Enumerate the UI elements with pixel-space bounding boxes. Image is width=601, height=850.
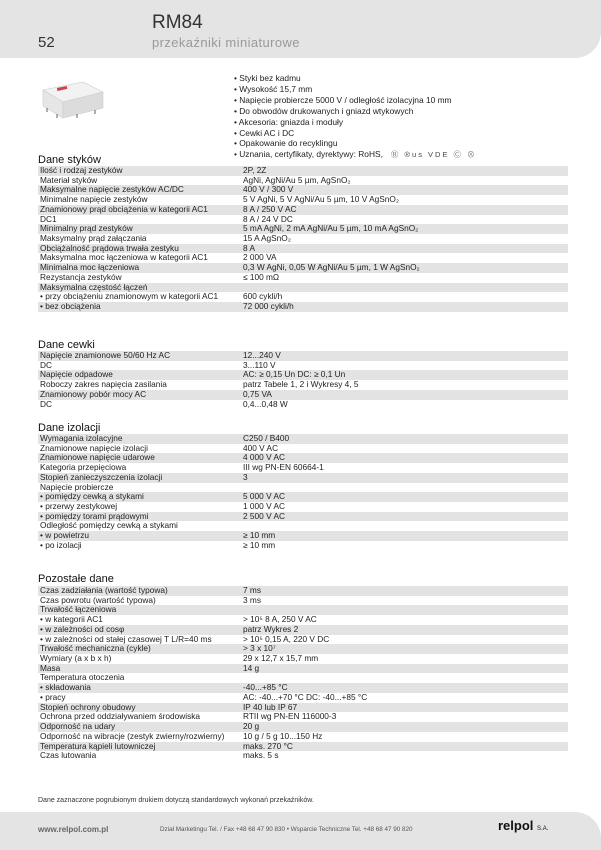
row-value: ≥ 10 mm	[243, 540, 276, 550]
row-label: Znamionowy prąd obciążenia w kategorii AC1	[40, 204, 208, 214]
table-row	[38, 283, 568, 293]
table-row	[38, 234, 568, 244]
row-label: • przerwy zestykowej	[40, 502, 118, 512]
row-value	[238, 521, 568, 531]
row-value: 7 ms	[243, 586, 261, 595]
table-row	[38, 205, 568, 215]
table-row	[38, 541, 568, 551]
row-label: Trwałość mechaniczna (cykle)	[40, 644, 151, 654]
row-label: Ilość i rodzaj zestyków	[40, 166, 123, 175]
row-value	[238, 483, 568, 493]
row-label: Obciążalność prądowa trwała zestyku	[40, 243, 179, 253]
row-value: 1 000 V AC	[243, 502, 285, 512]
section-title-coil: Dane cewki	[38, 339, 95, 351]
page-header	[0, 0, 601, 58]
table-row	[38, 703, 568, 713]
row-label: Temperatura otoczenia	[40, 673, 125, 683]
row-value: maks. 270 °C	[243, 741, 293, 751]
feature-item: • Uznania, certyfikaty, dyrektywy: RoHS, Ⓡ ®us VDE Ⓒ ⊗	[234, 149, 477, 160]
table-row	[38, 654, 568, 664]
row-value: 12...240 V	[243, 351, 281, 360]
table-row	[38, 586, 568, 596]
row-label: Masa	[40, 663, 61, 673]
table-row	[38, 444, 568, 454]
table-row	[38, 400, 568, 410]
row-value: 600 cykli/h	[243, 292, 283, 302]
table-row	[38, 453, 568, 463]
table-row	[38, 361, 568, 371]
row-value: 14 g	[243, 663, 260, 673]
table-row	[38, 492, 568, 502]
row-label: Maksymalny prąd załączania	[40, 234, 147, 244]
row-value	[238, 605, 568, 615]
table-row	[38, 751, 568, 761]
row-label: • pomiędzy torami prądowymi	[40, 511, 149, 521]
row-value: 3	[243, 472, 248, 482]
insulation-table	[38, 434, 568, 551]
table-row	[38, 473, 568, 483]
row-value: 5 000 V AC	[243, 492, 285, 502]
row-value: 400 V AC	[243, 443, 279, 453]
row-label: Maksymalna moc łączeniowa w kategorii AC1	[40, 253, 208, 263]
row-label: Odległość pomiędzy cewką a stykami	[40, 521, 178, 531]
table-row	[38, 302, 568, 312]
table-row	[38, 683, 568, 693]
certification-icons: Ⓡ ®us VDE Ⓒ ⊗	[390, 150, 477, 160]
table-row	[38, 185, 568, 195]
row-value: AC: ≥ 0,15 Un DC: ≥ 0,1 Un	[243, 370, 346, 380]
row-label: Minimalna moc łączeniowa	[40, 263, 140, 273]
row-label: • w powietrzu	[40, 531, 90, 541]
row-value: AgNi, AgNi/Au 5 µm, AgSnO₂	[243, 175, 351, 185]
row-value: ≥ 10 mm	[243, 531, 276, 541]
row-value: maks. 5 s	[243, 751, 279, 761]
row-value: 0,4...0,48 W	[243, 399, 288, 409]
row-label: • w zależności od cosφ	[40, 624, 125, 634]
table-row	[38, 370, 568, 380]
row-label: • pracy	[40, 692, 66, 702]
row-label: Odporność na udary	[40, 722, 116, 732]
footnote: Dane zaznaczone pogrubionym drukiem dotyczą standardowych wykonań przekaźników.	[38, 797, 314, 804]
row-value	[238, 283, 568, 293]
row-label: Odporność na wibracje (zestyk zwierny/rozwierny)	[40, 731, 225, 741]
row-label: • pomiędzy cewką a stykami	[40, 492, 144, 502]
row-value: patrz Tabele 1, 2 i Wykresy 4, 5	[243, 380, 359, 390]
row-value: 8 A	[243, 243, 255, 253]
row-value: RTII wg PN-EN 116000-3	[243, 712, 337, 722]
row-value: AC: -40...+70 °C DC: -40...+85 °C	[243, 692, 368, 702]
row-label: Trwałość łączeniowa	[40, 605, 117, 615]
row-label: Znamionowe napięcie izolacji	[40, 443, 148, 453]
table-row	[38, 224, 568, 234]
table-row	[38, 351, 568, 361]
row-label: • przy obciążeniu znamionowym w kategorii AC1	[40, 292, 219, 302]
table-row	[38, 483, 568, 493]
row-value: > 10⁵ 8 A, 250 V AC	[243, 615, 317, 625]
row-value: 2 500 V AC	[243, 511, 285, 521]
row-label: Stopień ochrony obudowy	[40, 702, 136, 712]
row-value: 2P, 2Z	[243, 166, 267, 175]
table-row	[38, 244, 568, 254]
table-row	[38, 644, 568, 654]
row-value: 0,75 VA	[243, 389, 272, 399]
row-label: Roboczy zakres napięcia zasilania	[40, 380, 167, 390]
row-value: III wg PN-EN 60664-1	[243, 463, 324, 473]
table-row	[38, 390, 568, 400]
row-label: Ochrona przed oddziaływaniem środowiska	[40, 712, 201, 722]
row-label: Temperatura kąpieli lutowniczej	[40, 741, 156, 751]
row-label: Materiał styków	[40, 175, 98, 185]
row-label: Rezystancja zestyków	[40, 272, 122, 282]
table-row	[38, 722, 568, 732]
table-row	[38, 673, 568, 683]
row-value: 8 A / 24 V DC	[243, 214, 293, 224]
row-label: • bez obciążenia	[40, 302, 101, 312]
row-label: Czas zadziałania (wartość typowa)	[40, 586, 168, 595]
row-value: 5 mA AgNi, 2 mA AgNi/Au 5 µm, 10 mA AgSnO₂	[243, 224, 419, 234]
row-value: IP 40 lub IP 67	[243, 702, 298, 712]
table-row	[38, 166, 568, 176]
row-label: Stopień zanieczyszczenia izolacji	[40, 472, 163, 482]
table-row	[38, 732, 568, 742]
feature-item: • Opakowanie do recyklingu	[234, 138, 338, 149]
product-title: RM84	[152, 12, 203, 33]
row-value: > 10⁵ 0,15 A, 220 V DC	[243, 634, 330, 644]
row-label: • składowania	[40, 683, 91, 693]
table-row	[38, 215, 568, 225]
section-title-insulation: Dane izolacji	[38, 422, 101, 434]
row-label: Czas lutowania	[40, 751, 97, 761]
row-label: Wymiary (a x b x h)	[40, 654, 112, 664]
row-value: 0,3 W AgNi, 0,05 W AgNi/Au 5 µm, 1 W AgSnO₂	[243, 263, 420, 273]
row-value: -40...+85 °C	[243, 683, 288, 693]
row-label: • w kategorii AC1	[40, 615, 103, 625]
row-value: 29 x 12,7 x 15,7 mm	[243, 654, 319, 664]
table-row	[38, 693, 568, 703]
row-value: 4 000 V AC	[243, 453, 285, 463]
table-row	[38, 531, 568, 541]
table-row	[38, 712, 568, 722]
row-value	[238, 673, 568, 683]
row-label: • w zależności od stałej czasowej T L/R=40 ms	[40, 634, 212, 644]
row-value: > 3 x 10⁷	[243, 644, 276, 654]
page-number: 52	[38, 34, 55, 51]
contact-info: Dział Marketingu Tel. / Fax +48 68 47 90 830 • Wsparcie Techniczne Tel. +48 68 47 90 820	[160, 826, 413, 833]
feature-item: • Styki bez kadmu	[234, 73, 301, 83]
coil-table	[38, 351, 568, 409]
row-value: 15 A AgSnO₂	[243, 234, 291, 244]
table-row	[38, 195, 568, 205]
relay-product-image	[37, 80, 107, 122]
row-label: Znamionowe napięcie udarowe	[40, 453, 155, 463]
row-label: Kategoria przepięciowa	[40, 463, 127, 473]
product-subtitle: przekaźniki miniaturowe	[152, 35, 300, 50]
row-label: Napięcie znamionowe 50/60 Hz AC	[40, 351, 171, 360]
row-value: 72 000 cykli/h	[243, 302, 294, 312]
table-row	[38, 635, 568, 645]
feature-item: • Wysokość 15,7 mm	[234, 83, 313, 94]
table-row	[38, 263, 568, 273]
row-label: Minimalne napięcie zestyków	[40, 195, 148, 205]
row-label: Maksymalna częstość łączeń	[40, 282, 148, 292]
row-value: 3...110 V	[243, 360, 276, 370]
row-label: Maksymalne napięcie zestyków AC/DC	[40, 185, 184, 195]
table-row	[38, 463, 568, 473]
row-label: DC1	[40, 214, 57, 224]
section-title-contacts: Dane styków	[38, 154, 101, 166]
table-row	[38, 521, 568, 531]
section-title-other: Pozostałe dane	[38, 573, 114, 585]
row-label: Napięcie probiercze	[40, 482, 114, 492]
row-label: Wymagania izolacyjne	[40, 434, 123, 443]
feature-item: • Napięcie probiercze 5000 V / odległość izolacyjna 10 mm	[234, 94, 452, 105]
table-row	[38, 625, 568, 635]
row-value: 20 g	[243, 722, 260, 732]
table-row	[38, 664, 568, 674]
feature-item: • Akcesoria: gniazda i moduły	[234, 116, 344, 127]
feature-item: • Do obwodów drukowanych i gniazd wtykowych	[234, 105, 414, 116]
row-value: 5 V AgNi, 5 V AgNi/Au 5 µm, 10 V AgSnO₂	[243, 195, 400, 205]
row-label: Czas powrotu (wartość typowa)	[40, 595, 156, 605]
row-label: DC	[40, 399, 52, 409]
features-list	[234, 73, 574, 161]
row-label: • po izolacji	[40, 540, 82, 550]
row-value: 2 000 VA	[243, 253, 277, 263]
row-value: 8 A / 250 V AC	[243, 204, 297, 214]
other-data-table	[38, 586, 568, 761]
table-row	[38, 380, 568, 390]
row-value: C250 / B400	[243, 434, 290, 443]
feature-item: • Cewki AC i DC	[234, 127, 295, 138]
contacts-table	[38, 166, 568, 312]
table-row	[38, 273, 568, 283]
table-row	[38, 512, 568, 522]
row-label: DC	[40, 360, 52, 370]
row-value: 10 g / 5 g 10...150 Hz	[243, 731, 323, 741]
table-row	[38, 615, 568, 625]
row-label: Napięcie odpadowe	[40, 370, 113, 380]
relpol-logo: relpol S.A.	[498, 818, 549, 833]
row-value: 400 V / 300 V	[243, 185, 294, 195]
table-row	[38, 253, 568, 263]
table-row	[38, 434, 568, 444]
row-label: Minimalny prąd zestyków	[40, 224, 133, 234]
table-row	[38, 502, 568, 512]
table-row	[38, 292, 568, 302]
row-value: patrz Wykres 2	[243, 624, 299, 634]
row-label: Znamionowy pobór mocy AC	[40, 389, 147, 399]
table-row	[38, 742, 568, 752]
row-value: 3 ms	[243, 595, 261, 605]
table-row	[38, 605, 568, 615]
row-value: ≤ 100 mΩ	[243, 272, 280, 282]
website-link[interactable]: www.relpol.com.pl	[38, 825, 109, 834]
table-row	[38, 596, 568, 606]
table-row	[38, 176, 568, 186]
